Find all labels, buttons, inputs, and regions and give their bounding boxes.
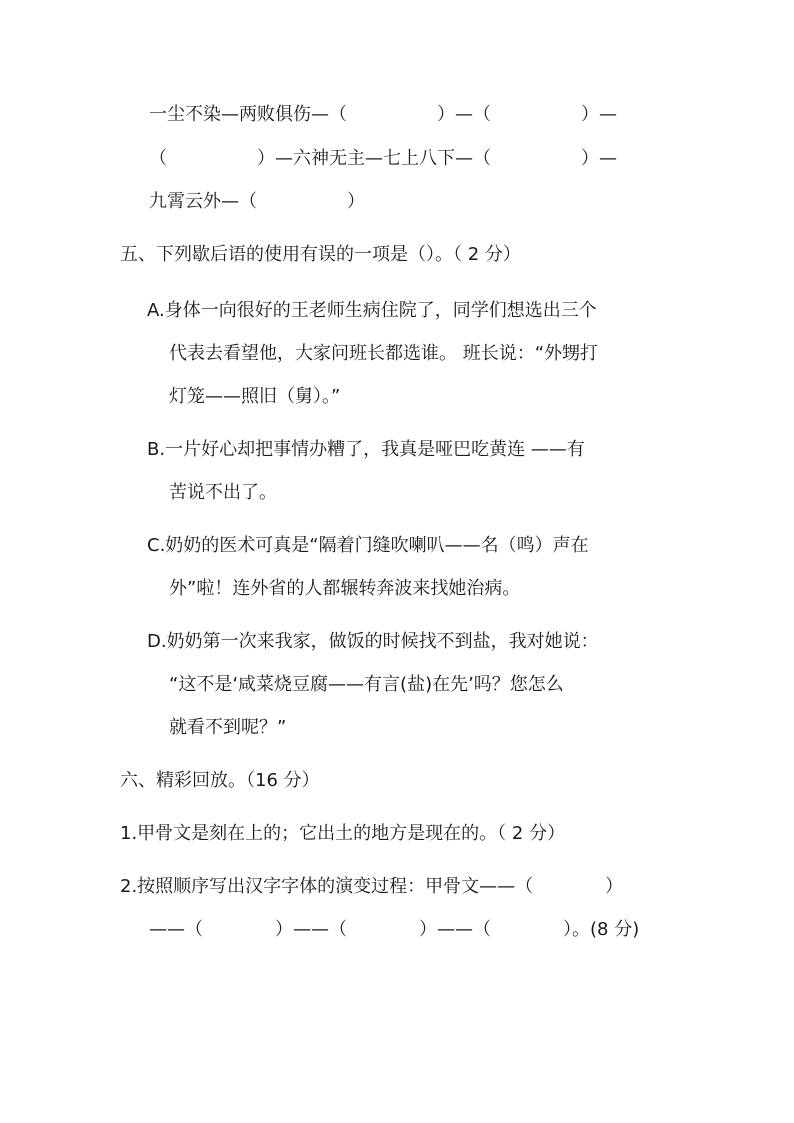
option-a-line-3: 灯笼——照旧（舅）。” (169, 386, 341, 407)
option-c-line-1: C.奶奶的医术可真是“隔着门缝吹喇叭——名（鸣）声在 (147, 535, 589, 556)
option-d-line-1: D.奶奶第一次来我家，做饭的时候找不到盐，我对她说： (147, 631, 599, 652)
option-b-line-2: 苦说不出了。 (169, 482, 277, 503)
option-a-line-1: A.身体一向很好的王老师生病住院了，同学们想选出三个 (147, 300, 597, 321)
section5-heading: 五、下列歇后语的使用有误的一项是（）。（ 2 分） (120, 244, 521, 265)
idiom-chain-line-3: 九霄云外—（ ） (149, 191, 365, 212)
idiom-chain-line-1: 一尘不染—两败俱伤—（ ）—（ ）— (149, 104, 617, 125)
option-d-line-2: “这不是‘咸菜烧豆腐——有言(盐)在先’吗？您怎么 (169, 674, 564, 695)
section6-heading: 六、精彩回放。（16 分） (120, 770, 320, 791)
question-2-line-1: 2.按照顺序写出汉字字体的演变过程：甲骨文——（ ） (120, 876, 624, 897)
option-d-line-3: 就看不到呢？” (169, 717, 287, 738)
question-1: 1.甲骨文是刻在上的；它出土的地方是现在的。（ 2 分） (120, 823, 566, 844)
question-2-line-2: ——（ ）——（ ）——（ ）。(8 分) (149, 919, 640, 940)
option-c-line-2: 外”啦！连外省的人都辗转奔波来找她治病。 (169, 578, 521, 599)
option-b-line-1: B.一片好心却把事情办糟了，我真是哑巴吃黄连 ——有 (147, 439, 585, 460)
idiom-chain-line-2: （ ）—六神无主—七上八下—（ ）— (149, 148, 617, 169)
option-a-line-2: 代表去看望他，大家问班长都选谁。 班长说：“外甥打 (169, 343, 599, 364)
